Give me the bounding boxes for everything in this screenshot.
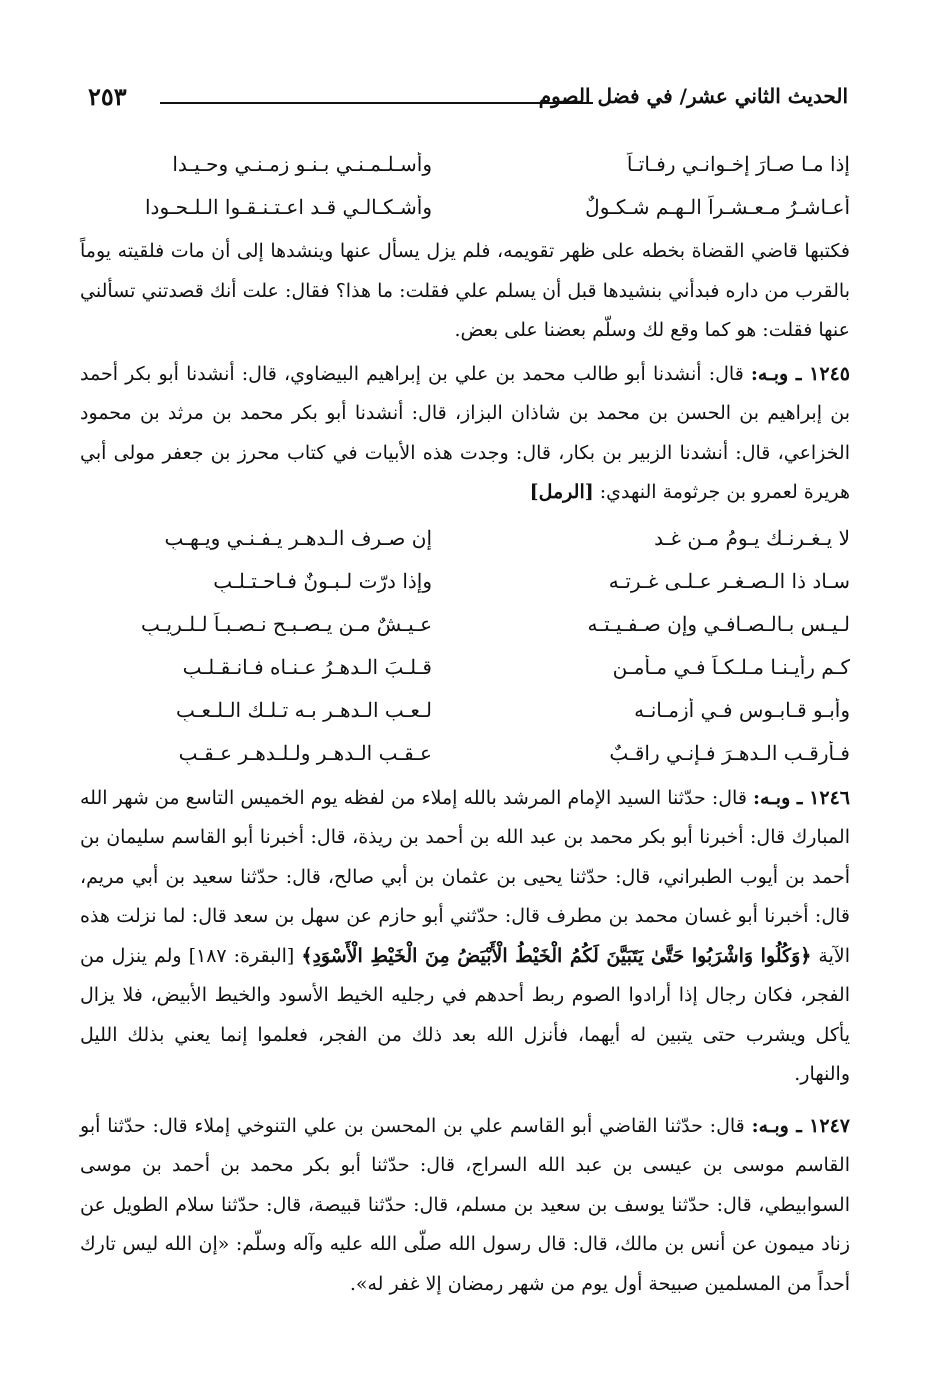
verse-second-hemistich: لـعـب الـدهـر بـه تـلـك الـلـعـبِ xyxy=(175,698,432,722)
verse-second-hemistich: وأسـلـمـنـي بـنـو زمـنـي وحـيـدا xyxy=(172,151,432,176)
hadith-1247 xyxy=(80,1107,850,1305)
hadith-number: ١٢٤٥ ـ وبـه: xyxy=(750,362,850,385)
verse xyxy=(80,689,850,732)
hadith-text: قال: أنشدنا أبو طالب محمد بن علي بن إبراهيم البيضاوي، قال: أنشدنا أبو بكر أحمد بن إبراهيم بن الحسن بن محمد بن شاذان البزاز، قال: أنشدنا أبو بكر محمد بن مرثد بن محمود الخزاعي، قال: أنشدنا الزبير بن بكار، قال: وجدت هذه الأبيات في كتاب محرز بن جعفر مولى أبي هريرة لعمرو بن جرثومة النهدي: xyxy=(80,362,850,503)
page-number: ٢٥٣ xyxy=(88,82,127,111)
header-rule xyxy=(160,102,593,104)
hadith-1245 xyxy=(80,355,850,513)
verse-first-hemistich: كـم رأيـنـا مـلـكـاً فـي مـأمـن xyxy=(612,655,850,679)
verse-first-hemistich: لـيـس بـالـصـافـي وإن صـفـيـتـه xyxy=(587,612,850,636)
hadith-number: ١٢٤٧ ـ وبـه: xyxy=(751,1114,850,1137)
hadith-text-continued: [البقرة: ١٨٧] ولم ينزل من الفجر، فكان رجال إذا أرادوا الصوم ربط أحدهم في رجليه الخيط الأسود والخيط الأبيض، فلا يزال يأكل ويشرب حتى يتبين له أيهما، فأنزل الله بعد ذلك من الفجر، فعلموا إنما يعني بذلك الليل والنهار. xyxy=(80,944,850,1085)
verse-second-hemistich: وأشـكـالـي قـد اعـتـنـقـوا الـلـحـودا xyxy=(144,194,432,219)
verse xyxy=(80,646,850,689)
verse-second-hemistich: عـقـب الـدهـر ولـلـدهـر عـقـبِ xyxy=(178,741,432,765)
verse-second-hemistich: وإذا درّت لـبـونٌ فـاحـتـلـبِ xyxy=(213,569,432,593)
verse-second-hemistich: عـيـشٌ مـن يـصـبـح نـصـبـاً لـلـريـبِ xyxy=(141,612,432,636)
hadith-text: قال: حدّثنا السيد الإمام المرشد بالله إملاء من لفظه يوم الخميس التاسع من شهر الله المبارك قال: أخبرنا أبو بكر محمد بن عبد الله بن أحمد بن ريذة، قال: أخبرنا أبو القاسم سليمان بن أحمد بن أيوب الطبراني، قال: حدّثنا يحيى بن عثمان بن أبي صالح، قال: حدّثنا سعيد بن أبي مريم، قال: أخبرنا أبو غسان محمد بن مطرف قال: حدّثني أبو حازم عن سهل بن سعد قال: لما نزلت هذه الآية xyxy=(80,786,851,967)
verse xyxy=(80,185,850,228)
running-title: الحديث الثاني عشر/ في فضل الصوم xyxy=(538,84,848,108)
verse xyxy=(80,560,850,603)
verse-first-hemistich: وأبـو قـابـوس فـي أزمـانـه xyxy=(634,698,850,722)
poem-meter: [الرمل] xyxy=(529,481,594,503)
hadith-text: قال: حدّثنا القاضي أبو القاسم علي بن المحسن بن علي التنوخي إملاء قال: حدّثنا أبو القاسم موسى بن عيسى بن عبد الله السراج، قال: حدّثنا أبو بكر محمد بن أحمد بن موسى السوابيطي، قال: حدّثنا يوسف بن سعيد بن مسلم، قال: حدّثنا قبيصة، قال: حدّثنا سلام الطويل عن زناد ميمون عن أنس بن مالك، قال: قال رسول الله صلّى الله عليه وآله وسلّم: «إن الله ليس تارك أحداً من المسلمين صبيحة أول يوم من شهر رمضان إلا غفر له». xyxy=(80,1114,850,1295)
verse-first-hemistich: إذا مـا صـارَ إخـوانـي رفـاتـاً xyxy=(626,151,850,176)
verse-second-hemistich: إن صـرف الـدهـر يـفـنـي ويـهـبِ xyxy=(164,526,432,550)
paragraph-story: فكتبها قاضي القضاة بخطه على ظهر تقويمه، فلم يزل يسأل عنها وينشدها إلى أن مات فلقيته يوماً بالقرب من داره فبدأني بنشيدها قبل أن يسلم علي فقلت: ما هذا؟ فقال: علت أنك قصدتني تسألني عنها فقلت: هو كما وقع لك وسلّم بعضنا على بعض. xyxy=(80,240,850,341)
page-header xyxy=(88,82,848,118)
verse xyxy=(80,603,850,646)
verse xyxy=(80,142,850,185)
page-body xyxy=(80,142,850,1308)
spacer xyxy=(80,1099,850,1105)
quran-verse: ﴿وَكُلُوا وَاشْرَبُوا حَتَّىٰ يَتَبَيَّنَ لَكُمُ الْخَيْطُ الْأَبْيَضُ مِنَ الْخَيْطِ الْأَسْوَدِ﴾ xyxy=(301,944,812,967)
verse xyxy=(80,517,850,560)
verse-second-hemistich: قـلـبَ الـدهـرُ عـنـاه فـانـقـلـبِ xyxy=(182,655,432,679)
hadith-1246 xyxy=(80,779,850,1095)
verse-first-hemistich: لا يـغـرنـك يـومُ مـن غـد xyxy=(654,526,850,550)
poem-2 xyxy=(80,517,850,775)
hadith-number: ١٢٤٦ ـ وبـه: xyxy=(753,786,850,809)
verse-first-hemistich: أعـاشـرُ مـعـشـراً الـهـم شـكـولٌ xyxy=(585,194,850,219)
poem-1 xyxy=(80,142,850,228)
verse-first-hemistich: فـأرقـب الـدهـرَ فـإنـي راقـبٌ xyxy=(609,741,850,765)
verse xyxy=(80,732,850,775)
verse-first-hemistich: سـاد ذا الـصـغـر عـلـى غـرتـه xyxy=(608,569,850,593)
